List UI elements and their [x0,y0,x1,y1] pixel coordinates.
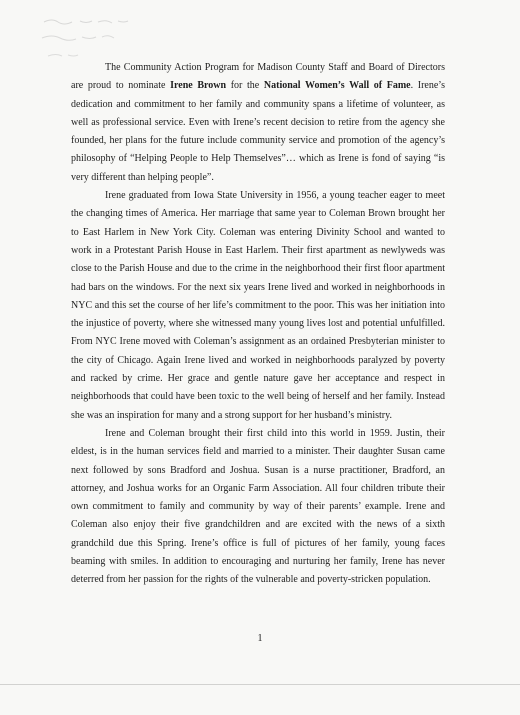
paragraph-2 [71,187,445,425]
nomination-letter-body [71,59,445,590]
bold-phrase: Irene Brown [170,80,227,92]
text-run: for the [226,80,264,92]
text-run: Irene graduated from Iowa State University in 1956, a young teacher eager to meet the changing times of America. Her marriage that same year to Coleman Brown brought her to East Harlem in New York City. Coleman was entering Divinity School and wanted to work in a Protestant Parish House in East Harlem. Their first apartment as newlyweds was close to the Parish House and due to the crime in the neighborhood their first floor apartment had bars on the windows. For the next six years Irene lived and worked in neighborhoods in NYC and this set the course of her life’s commitment to the poor. This was her initiation into the injustice of poverty, where she witnessed many young lives lost and potential unfulfilled. From NYC Irene moved with Coleman’s assignment as an ordained Presbyterian minister to the city of Chicago. Again Irene lived and worked in neighborhoods paralyzed by poverty and racked by crime. Her grace and gentle nature gave her acceptance and respect in neighborhoods that could have been toxic to the well being of herself and her family. Instead she was an inspiration for many and a strong support for her husband’s ministry. [71,190,445,421]
page-bottom-edge [0,684,520,685]
text-run: Irene and Coleman brought their first child into this world in 1959. Justin, their eldest, is in the human services field and married to a minister. Their daughter Susan came next followed by sons Bradford and Joshua. Susan is a nurse practitioner, Bradford, an attorney, and Joshua works for an Organic Farm Association. All four children tribute their own commitment to family and community by way of their parents’ example. Irene and Coleman also enjoy their five grandchildren and are excited with the news of a sixth grandchild due this Spring. Irene’s office is full of pictures of her family, young faces beaming with smiles. In addition to encouraging and nurturing her family, Irene has never deterred from her passion for the rights of the vulnerable and poverty-stricken population. [71,427,445,586]
paragraph-3 [71,425,445,590]
paragraph-1 [71,59,445,187]
page-number: 1 [257,633,263,644]
text-run: . Irene’s dedication and commitment to her family and community spans a lifetime of volunteer, as well as professional service. Even with Irene’s recent decision to retire from the agency she founded, her plans for the future include community service and promotion of the agency’s philosophy of “Helping People to Help Themselves”… which as Irene is fond of saying “is very different than helping people”. [71,80,445,183]
bold-phrase: National Women’s Wall of Fame [263,80,411,92]
text-run: The Community Action Program for Madison County Staff and Board of Directors are proud to nominate [71,62,445,92]
